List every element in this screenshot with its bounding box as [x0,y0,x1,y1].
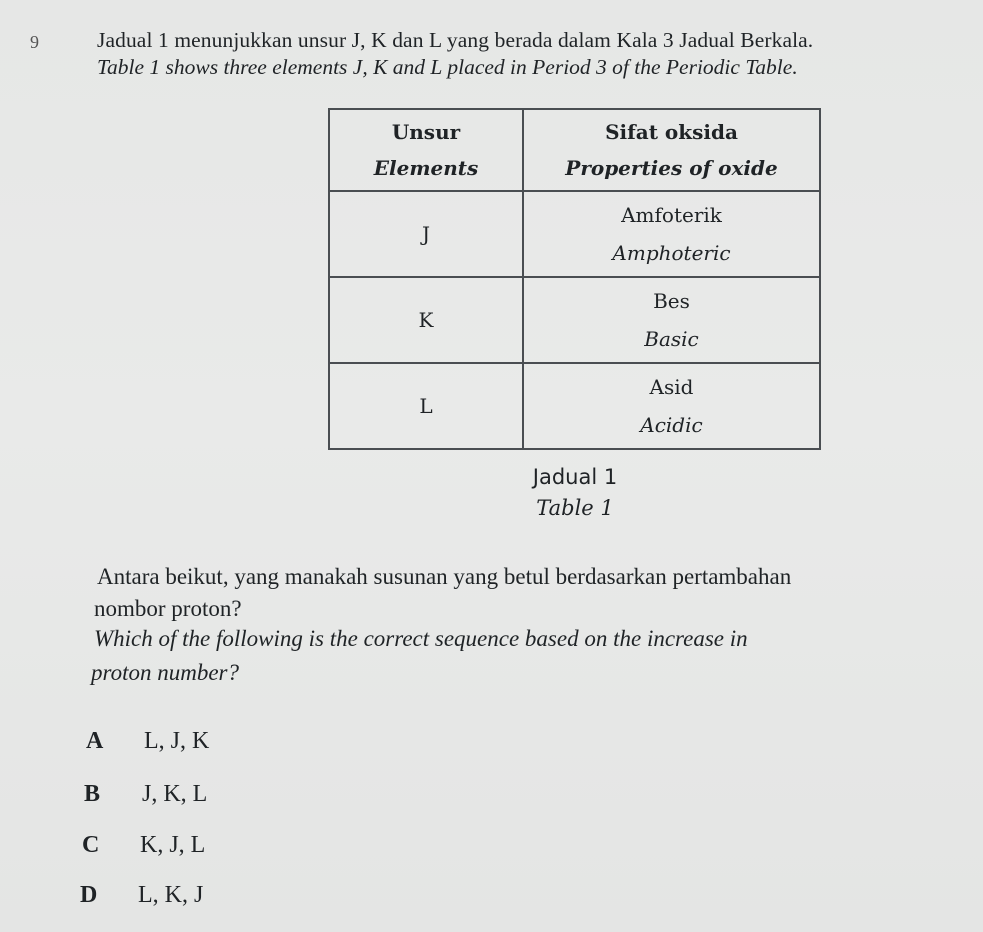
header-elements [329,109,523,191]
prompt-en-line1: Which of the following is the correct sequence based on the increase in [94,626,748,651]
prompt-en-line2: proton number? [91,660,240,685]
option-text: L, J, K [144,728,210,754]
option-a[interactable] [86,728,209,755]
element-cell: K [329,277,523,363]
table-caption-ms: Jadual 1 [532,465,618,489]
table-row [329,363,820,449]
element-cell: J [329,191,523,277]
intro-malay: Jadual 1 menunjukkan unsur J, K dan L yang berada dalam Kala 3 Jadual Berkala. [97,28,814,52]
property-ms: Amfoterik [621,203,722,227]
table-row [329,277,820,363]
header-properties-en: Properties of oxide [565,156,778,180]
table-header-row [329,109,820,191]
question-number: 9 [30,32,39,52]
property-cell [523,363,820,449]
option-letter: D [80,882,98,908]
header-properties-ms: Sifat oksida [605,120,738,144]
option-b[interactable] [84,781,207,808]
property-cell [523,191,820,277]
option-d[interactable] [80,882,203,909]
option-text: J, K, L [142,781,208,807]
property-en: Basic [644,327,699,351]
table-caption-en: Table 1 [536,496,614,520]
element-cell: L [329,363,523,449]
option-c[interactable] [82,832,205,859]
property-ms: Asid [649,375,694,399]
option-letter: C [82,832,100,858]
property-en: Acidic [640,413,703,437]
prompt-ms-line2: nombor proton? [94,596,242,621]
option-letter: A [86,728,104,754]
table-row [329,191,820,277]
option-text: L, K, J [138,882,204,908]
header-elements-ms: Unsur [391,120,461,144]
elements-table [328,108,821,450]
option-text: K, J, L [140,832,206,858]
prompt-ms-line1: Antara beikut, yang manakah susunan yang betul berdasarkan pertambahan [97,564,792,589]
intro-english: Table 1 shows three elements J, K and L placed in Period 3 of the Periodic Table. [97,55,798,79]
property-ms: Bes [653,289,690,313]
header-elements-en: Elements [373,156,479,180]
property-en: Amphoteric [612,241,731,265]
option-letter: B [84,781,101,807]
header-properties [523,109,820,191]
property-cell [523,277,820,363]
